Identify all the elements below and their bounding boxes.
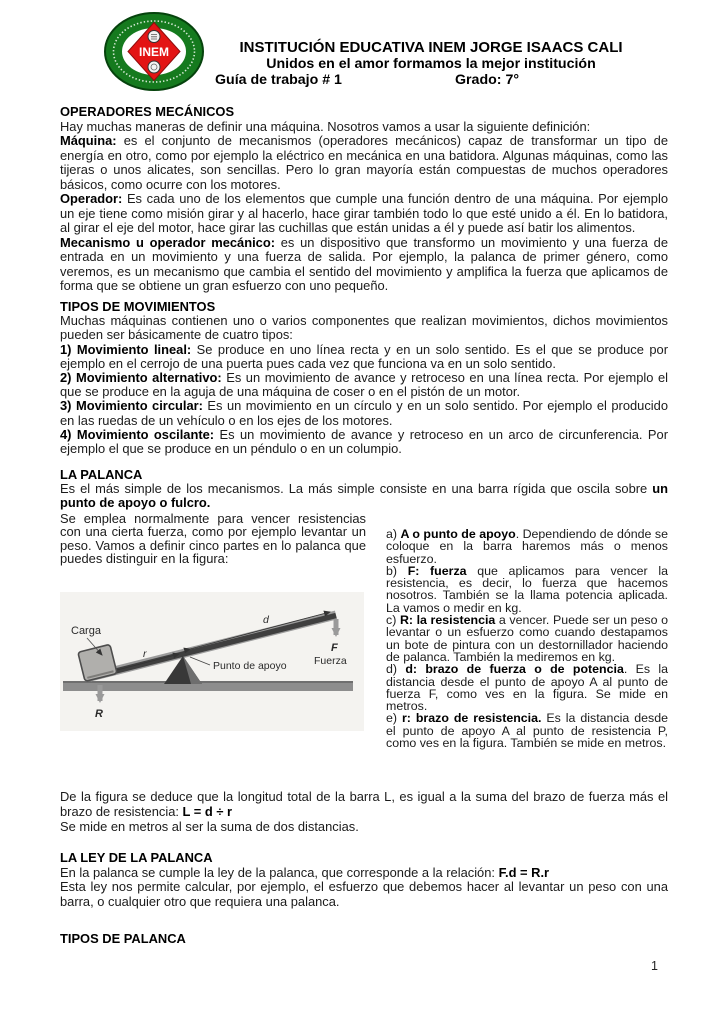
list-item: c) R: la resistencia a vencer. Puede ser un peso o levantar o un esfuerzo como cuando destapamos un bote de pintura con un destornillador haciendo de palanca. También la mediremos en kg. <box>386 613 668 664</box>
list-item: 2) Movimiento alternativo: Es un movimiento de avance y retroceso en una línea recta. Por ejemplo el que se produce en la aguja de una máquina de coser o en el pistón de un motor. <box>60 370 668 400</box>
paragraph: De la figura se deduce que la longitud total de la barra L, es igual a la suma del brazo de fuerza más el brazo de resistencia: L = d ÷ r <box>60 789 668 819</box>
logo-emblem-bottom <box>148 61 160 73</box>
section-tipos-de-movimientos <box>60 300 668 456</box>
paragraph: Hay muchas maneras de definir una máquina. Nosotros vamos a usar la siguiente definición: <box>60 118 591 134</box>
label-r: r <box>143 647 147 660</box>
section-tipos-de-palanca <box>60 932 668 947</box>
list-item: 3) Movimiento circular: Es un movimiento en un círculo y en un solo sentido. Por ejemplo el producido en las ruedas de un vehículo o en los ejes de los motores. <box>60 398 668 428</box>
right-column <box>386 512 668 749</box>
list-item: d) d: brazo de fuerza o de potencia. Es la distancia desde el punto de apoyo A al punto de fuerza F, como ves en la figura. Se mide en metros. <box>386 662 669 714</box>
section-heading: LA LEY DE LA PALANCA <box>60 850 213 865</box>
school-logo-icon <box>104 12 204 91</box>
section-heading: TIPOS DE PALANCA <box>60 931 186 946</box>
paragraph: Es el más simple de los mecanismos. La más simple consiste en una barra rígida que oscila sobre un punto de apoyo o fulcro. <box>60 481 668 510</box>
list-item: a) A o punto de apoyo. Dependiendo de dónde se coloque en la barra haremos más o menos esfuerzo. <box>386 527 668 566</box>
list-item: e) r: brazo de resistencia. Es la distancia desde el punto de apoyo A al punto de resistencia P, como ves en la figura. También se mide en metros. <box>386 711 668 751</box>
school-motto: Unidos en el amor formamos la mejor institución <box>266 56 596 72</box>
section-deduccion <box>60 789 668 834</box>
document-header <box>205 39 657 88</box>
paragraph: Se mide en metros al ser la suma de dos distancias. <box>60 819 359 834</box>
label-d: d <box>263 613 269 626</box>
paragraph: Esta ley nos permite calcular, por ejemplo, el esfuerzo que debemos hacer al levantar un peso con una barra, o cualquier otro que requiera una palanca. <box>60 879 668 909</box>
formula: F.d = R.r <box>498 864 550 880</box>
left-column <box>60 512 366 731</box>
label-carga: Carga <box>71 624 101 637</box>
section-la-palanca <box>60 467 668 749</box>
paragraph: Se emplea normalmente para vencer resistencias con una cierta fuerza, como por ejemplo levantar un peso. Vamos a definir cinco partes en lo palanca que puedes distinguir en la figura: <box>60 511 366 567</box>
section-heading: TIPOS DE MOVIMIENTOS <box>60 299 216 314</box>
grade-label: Grado: 7° <box>455 72 520 88</box>
list-item: b) F: fuerza que aplicamos para vencer la resistencia, es decir, lo fuerza que hacemos nosotros. También se la llama potencia aplicada. La vamos o medir en kg. <box>386 563 668 615</box>
paragraph: Muchas máquinas contienen uno o varios componentes que realizan movimientos, dichos movimientos pueden ser básicamente de cuatro tipos: <box>60 313 668 343</box>
list-item: 4) Movimiento oscilante: Es un movimiento de avance y retroceso en un arco de circunferencia. Por ejemplo el que se produce en un péndulo o en un columpio. <box>60 426 668 457</box>
guide-title: Guía de trabajo # 1 <box>215 72 342 88</box>
label-punto-de-apoyo: Punto de apoyo <box>213 659 287 672</box>
paragraph: En la palanca se cumple la ley de la palanca, que corresponde a la relación: F.d = R.r <box>60 864 550 880</box>
label-resistencia: R <box>95 707 103 720</box>
guide-grade-row <box>205 72 657 88</box>
paragraph: Operador: Es cada uno de los elementos que cumple una función dentro de una máquina. Por ejemplo un eje tiene como misión girar y al hacerlo, hace girar también todo lo que esté unido a él. En lo batidora, al girar el eje del motor, hace girar las cuchillas que están unidas a él y puede así batir los alimentos. <box>60 191 668 235</box>
school-logo <box>104 12 204 91</box>
section-ley-de-la-palanca <box>60 851 668 909</box>
lever-figure <box>60 592 364 731</box>
two-column-area <box>60 512 668 749</box>
label-fuerza: Fuerza <box>314 654 347 667</box>
paragraph: Máquina: es el conjunto de mecanismos (operadores mecánicos) capaz de transformar un tipo de energía en otro, como por ejemplo la eléctrico en mecánica en una batidora. Algunas máquinas, como las tijeras o unos alicates, son sencillas. Pero lo gran mayoría están compuestas de muchos operadores básicos, como ocurre con los motores. <box>60 133 668 192</box>
paragraph: Mecanismo u operador mecánico: es un dispositivo que transformo un movimiento y una fuerza de entrada en un movimiento y una fuerza de salida. Por ejemplo, la palanca de primer género, como veremos, es un mecanismo que cambia el sentido del movimiento y amplifica la fuerza que aplicamos de forma que se obtiene un gran esfuerzo con uno pequeño. <box>60 234 668 293</box>
logo-text: INEM <box>139 45 169 59</box>
label-f: F <box>331 641 338 654</box>
section-heading: LA PALANCA <box>60 467 143 482</box>
section-operadores-mecanicos <box>60 105 668 294</box>
formula: L = d ÷ r <box>182 804 232 819</box>
page-number: 1 <box>651 959 658 973</box>
school-name: INSTITUCIÓN EDUCATIVA INEM JORGE ISAACS CALI <box>239 39 623 56</box>
list-item: 1) Movimiento lineal: Se produce en uno línea recta y en un solo sentido. Es el que se produce por ejemplo en el cerrojo de una puerta pues cada vez que funciona va en un solo sentido. <box>60 341 668 371</box>
section-heading: OPERADORES MECÁNICOS <box>60 104 235 119</box>
